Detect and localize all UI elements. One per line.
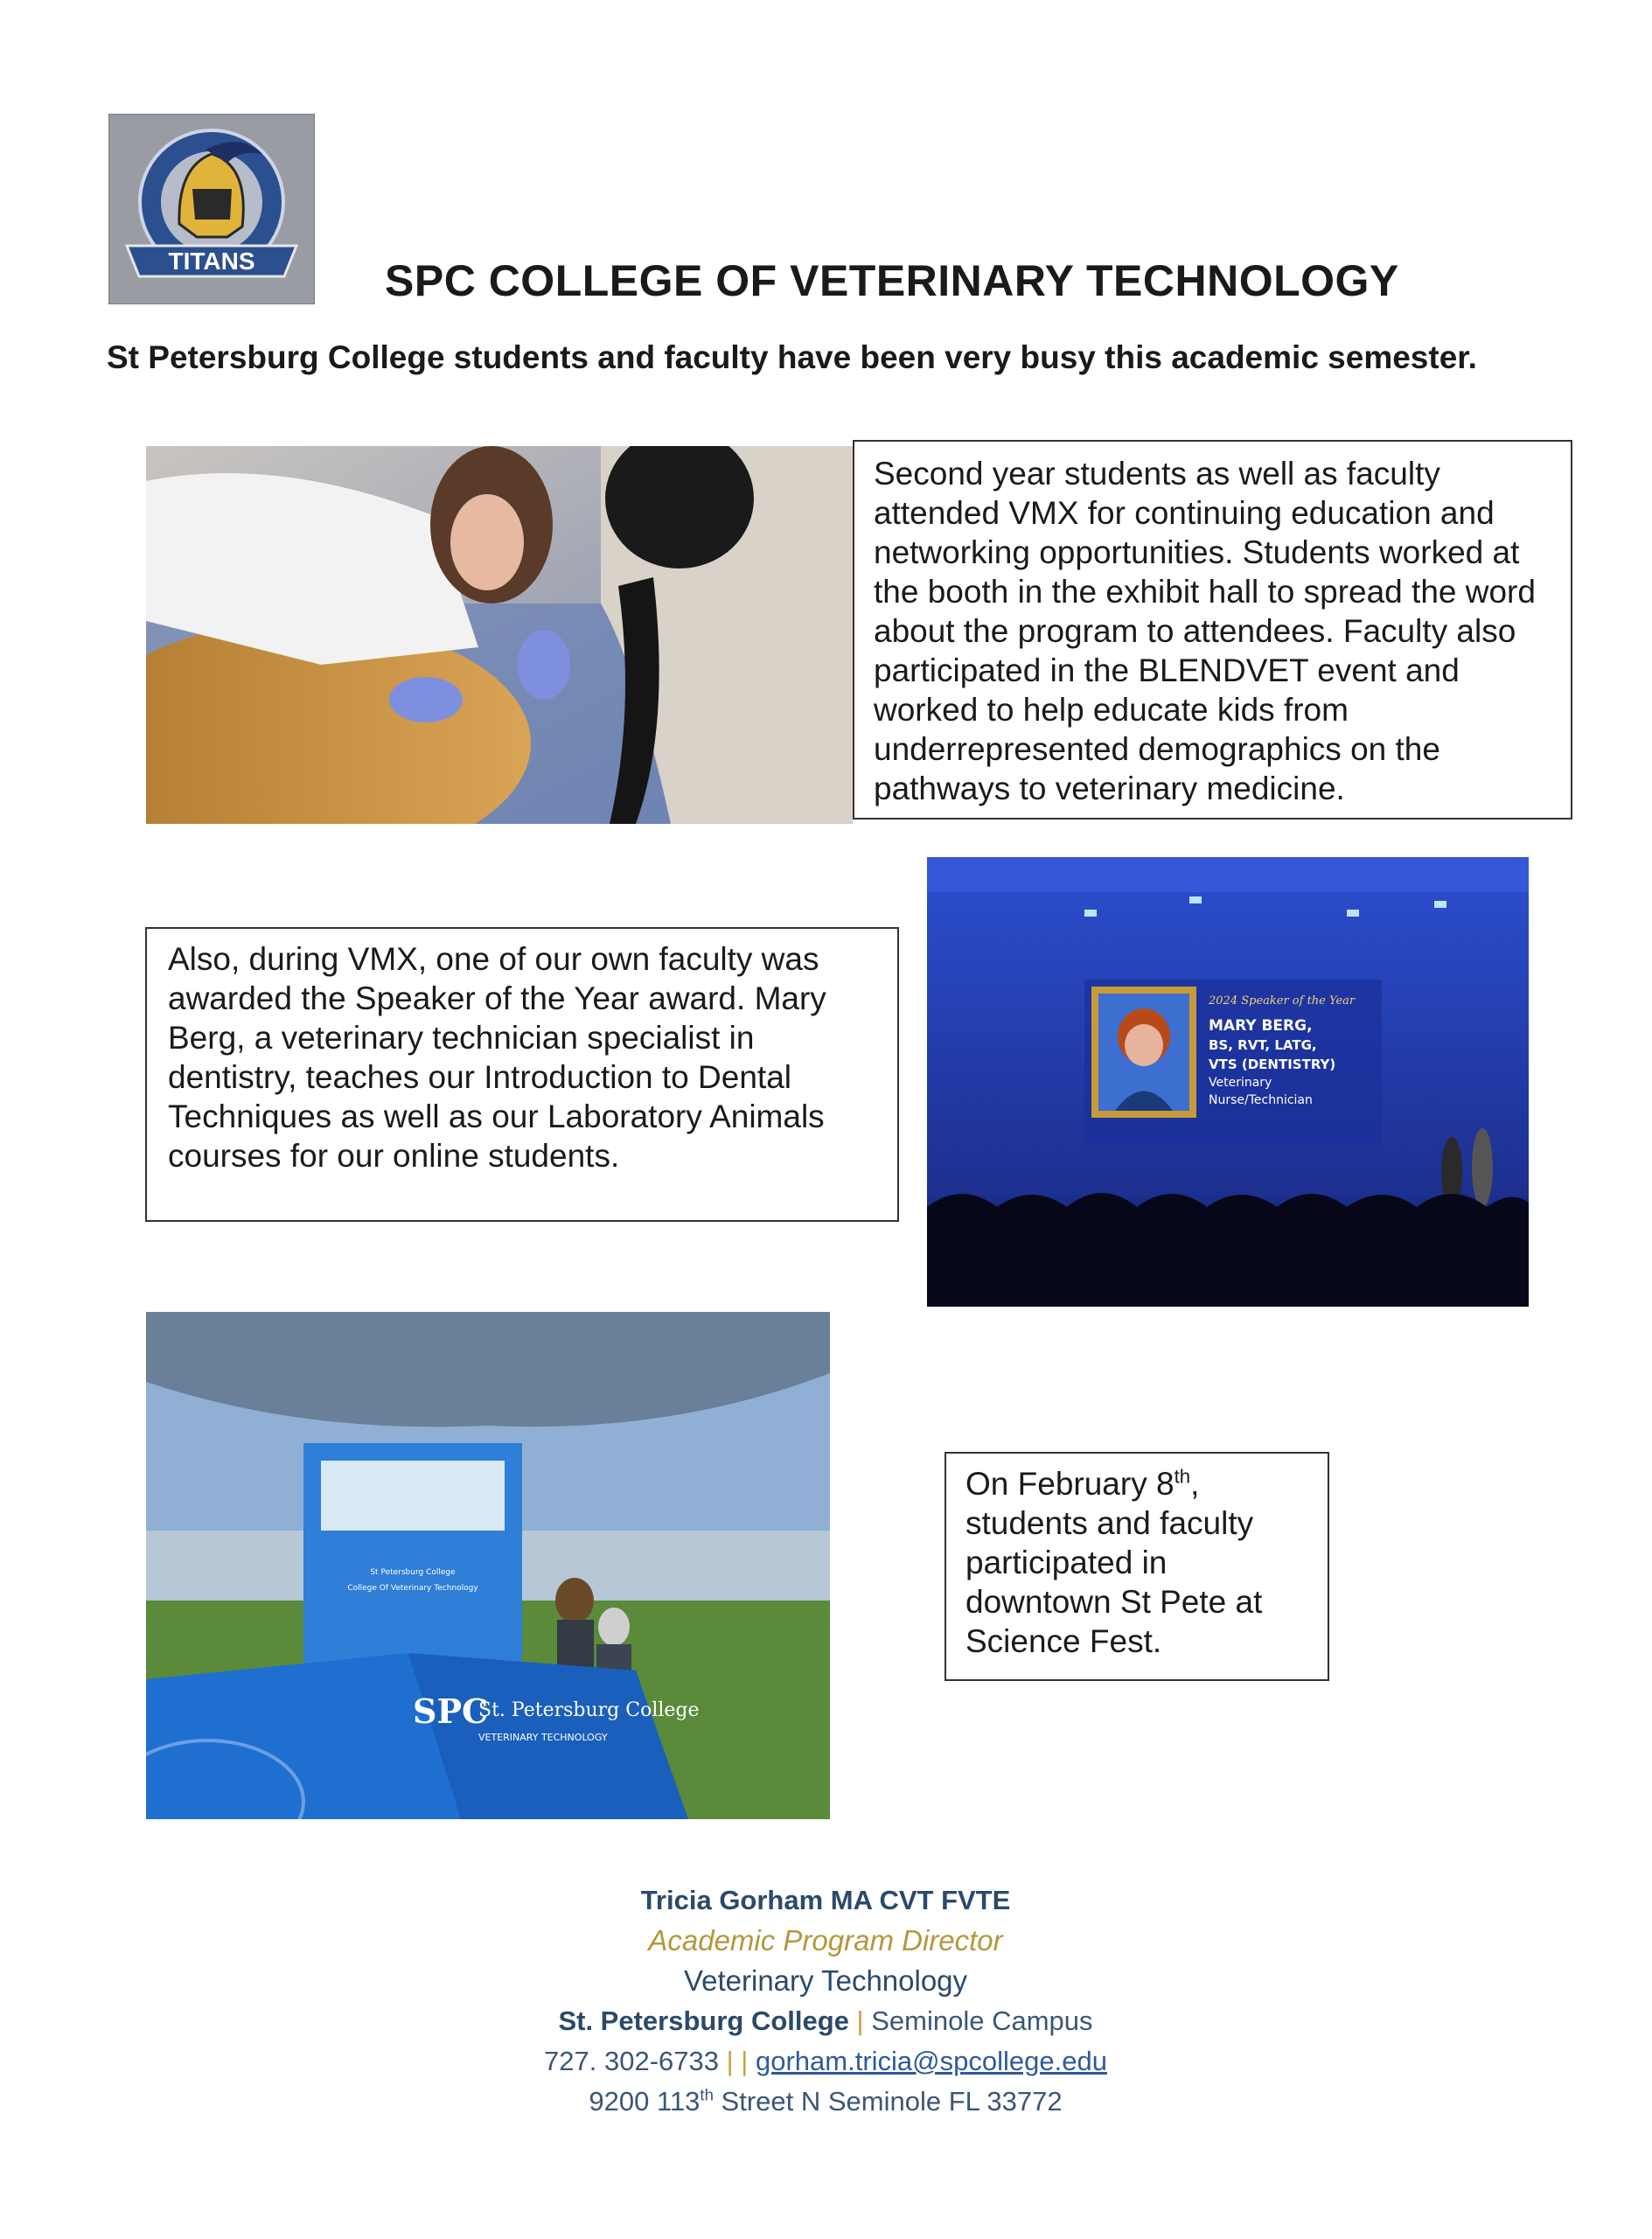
screen-credentials-1: BS, RVT, LATG, [1209,1037,1317,1053]
college-logo [108,114,315,304]
titans-helmet-icon [109,115,314,303]
booth-banner-small-2: College Of Veterinary Technology [347,1584,478,1593]
photo-speaker-award-stage [927,857,1529,1307]
signature-phone: 727. 302-6733 [544,2046,720,2076]
booth-tagline: VETERINARY TECHNOLOGY [478,1732,608,1743]
booth-logo-text: SPC [413,1691,489,1731]
screen-headline: 2024 Speaker of the Year [1209,994,1356,1008]
signature-address-start: 9200 113 [589,2086,701,2117]
screen-name: MARY BERG, [1209,1017,1313,1035]
science-fest-date-suffix: th [1174,1465,1191,1488]
screen-credentials-2: VTS (DENTISTRY) [1209,1057,1336,1072]
booth-banner-small-1: St Petersburg College [370,1568,456,1577]
signature-college: St. Petersburg College [558,2005,849,2036]
logo-banner-text: TITANS [168,248,255,275]
signature-address-suffix: th [700,2085,714,2104]
signature-address [388,2082,1263,2122]
photo-science-fest-booth [146,1312,830,1819]
signature-phone-separator: | | [726,2046,749,2076]
signature-name: Tricia Gorham MA CVT FVTE [640,1885,1011,1915]
signature-college-line [388,2001,1263,2041]
vmx-text-box: Second year students as well as faculty attended VMX for continuing education and networking opportunities. Students worked at the booth in the exhibit hall to spread the word about the program to attendees. Faculty also participated in the BLENDVET event and worked to help educate kids from underrepresented demographics on the pathways to veterinary medicine. [853,440,1572,820]
science-fest-text-end: , students and faculty participated in downtown St Pete at Science Fest. [965,1466,1263,1659]
email-signature [388,1880,1263,2122]
signature-department: Veterinary Technology [683,1964,968,1997]
screen-role-1: Veterinary [1209,1076,1272,1090]
signature-address-end: Street N Seminole FL 33772 [713,2086,1063,2117]
science-fest-text-start: On February 8 [965,1466,1175,1502]
signature-email-link[interactable]: gorham.tricia@spcollege.edu [755,2046,1107,2076]
signature-separator: | [856,2005,864,2036]
speaker-award-text-box: Also, during VMX, one of our own faculty was awarded the Speaker of the Year award. Mary Berg, a veterinary technician specialist in dentistry, teaches our Introduction to Dental Techniques as well as our Laboratory Animals courses for our online students. [145,927,899,1222]
signature-contact-line [388,2041,1263,2082]
science-fest-text-box [944,1452,1329,1681]
booth-banner-text: St. Petersburg College [478,1699,700,1721]
photo-students-with-dog [146,446,853,824]
intro-text: St Petersburg College students and faculty have been very busy this academic semester. [107,339,1477,375]
signature-campus: Seminole Campus [871,2005,1093,2036]
page-title: SPC COLLEGE OF VETERINARY TECHNOLOGY [385,256,1399,305]
signature-title: Academic Program Director [648,1924,1003,1957]
screen-role-2: Nurse/Technician [1209,1093,1313,1107]
